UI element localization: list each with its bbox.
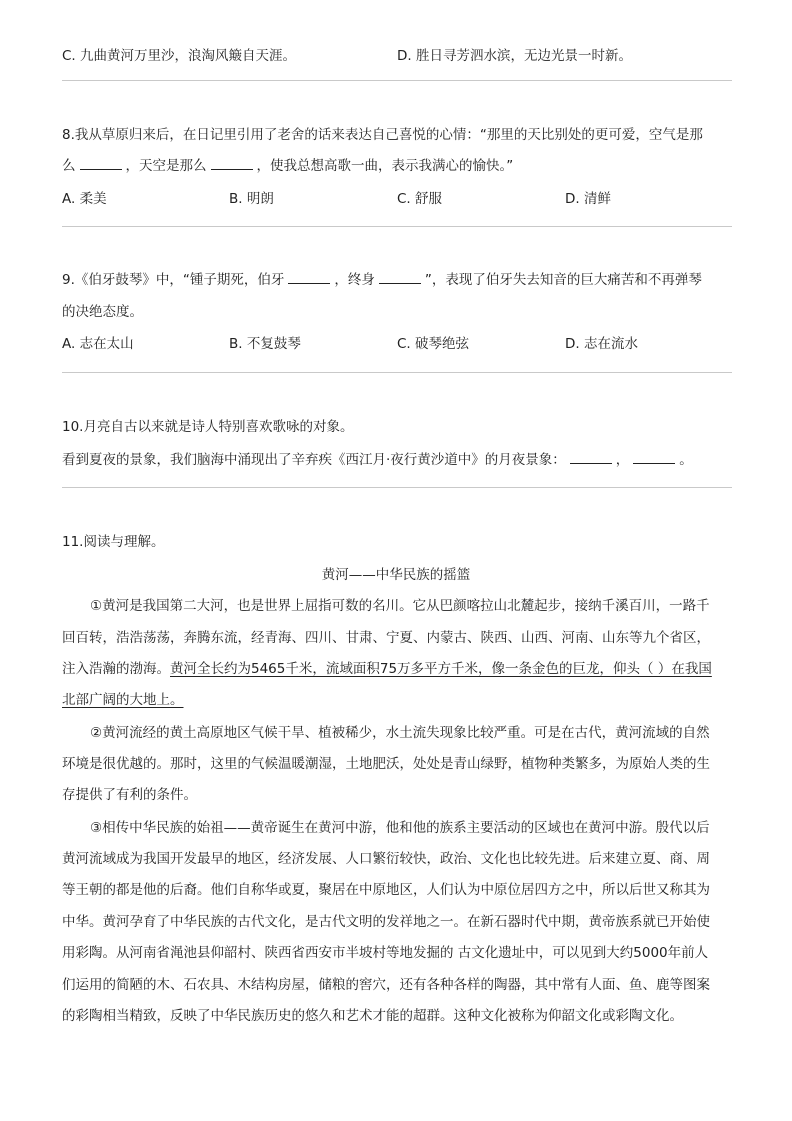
q10-text-b: ， xyxy=(615,452,630,468)
p3-line1: ③相传中华民族的始祖——黄帝诞生在黄河中游，他和他的族系主要活动的区域也在黄河中游。殷代以后 xyxy=(90,820,710,836)
q8-text-c: ，使我总想高歌一曲，表示我满心的愉快。” xyxy=(256,158,514,174)
q7-option-d: D. 胜日寻芳泗水滨，无边光景一时新。 xyxy=(397,48,632,64)
q8-option-c: C. 舒服 xyxy=(397,191,443,207)
q9-text-b: ，终身 xyxy=(334,272,375,288)
q9-stem-line2: 的决绝态度。 xyxy=(62,304,143,320)
q10-blank-2 xyxy=(633,451,675,464)
p2-line3: 存提供了有利的条件。 xyxy=(62,787,197,803)
p3-line2: 黄河流域成为我国开发最早的地区，经济发展、人口繁衍较快，政治、文化也比较先进。后来建立夏、商、周 xyxy=(62,851,710,867)
q10-stem-line2 xyxy=(62,448,693,468)
q9-option-d: D. 志在流水 xyxy=(565,336,638,352)
q10-text-c: 。 xyxy=(679,452,693,468)
passage-title: 黄河——中华民族的摇篮 xyxy=(321,567,471,583)
q10-blank-1 xyxy=(570,451,612,464)
q8-blank-2 xyxy=(211,157,253,170)
p1-line3 xyxy=(62,657,712,677)
p2-line1: ②黄河流经的黄土高原地区气候干旱、植被稀少，水土流失现象比较严重。可是在古代，黄河流域的自然 xyxy=(90,725,710,741)
q9-text-a: 9.《伯牙鼓琴》中，“锺子期死，伯牙 xyxy=(62,272,285,288)
separator xyxy=(62,372,732,373)
q9-option-c: C. 破琴绝弦 xyxy=(397,336,470,352)
q8-blank-1 xyxy=(80,157,122,170)
p3-line3: 等王朝的都是他的后裔。他们自称华或夏，聚居在中原地区，人们认为中原位居四方之中，所以后世又称其为 xyxy=(62,882,710,898)
p1-line4: 北部广阔的大地上。 xyxy=(62,692,184,708)
separator xyxy=(62,487,732,488)
q8-stem-line2 xyxy=(62,154,513,174)
p3-line4: 中华。黄河孕育了中华民族的古代文化，是古代文明的发祥地之一。在新石器时代中期，黄帝族系就已开始使 xyxy=(62,914,710,930)
p1-underlined-sentence: 黄河全长约为5465千米，流域面积75万多平方千米，像一条金色的巨龙，仰头（ ）在我国 xyxy=(170,661,712,677)
separator xyxy=(62,80,732,81)
q8-option-d: D. 清鲜 xyxy=(565,191,611,207)
q11-heading: 11.阅读与理解。 xyxy=(62,534,165,550)
q10-stem-line1: 10.月亮自古以来就是诗人特别喜欢歌咏的对象。 xyxy=(62,419,354,435)
p3-line5: 用彩陶。从河南省渑池县仰韶村、陕西省西安市半坡村等地发掘的 古文化遗址中，可以见到大约5000年前人 xyxy=(62,945,709,961)
q7-option-c: C. 九曲黄河万里沙，浪淘风簸自天涯。 xyxy=(62,48,297,64)
q8-option-a: A. 柔美 xyxy=(62,191,107,207)
q9-text-c: ”，表现了伯牙失去知音的巨大痛苦和不再弹琴 xyxy=(424,272,702,288)
q9-blank-2 xyxy=(379,271,421,284)
p3-line7: 的彩陶相当精致，反映了中华民族历史的悠久和艺术才能的超群。这种文化被称为仰韶文化或彩陶文化。 xyxy=(62,1008,683,1024)
q9-stem-line1 xyxy=(62,268,702,288)
q9-blank-1 xyxy=(288,271,330,284)
q8-option-b: B. 明朗 xyxy=(229,191,274,207)
q8-text-a: 么 xyxy=(62,158,76,174)
q9-option-b: B. 不复鼓琴 xyxy=(229,336,301,352)
p2-line2: 环境是很优越的。那时，这里的气候温暖潮湿，土地肥沃，处处是青山绿野，植物种类繁多，为原始人类的生 xyxy=(62,756,710,772)
p1-line2: 回百转，浩浩荡荡，奔腾东流，经青海、四川、甘肃、宁夏、内蒙古、陕西、山西、河南、山东等九个省区， xyxy=(62,630,710,646)
q9-option-a: A. 志在太山 xyxy=(62,336,134,352)
q8-stem-line1: 8.我从草原归来后，在日记里引用了老舍的话来表达自己喜悦的心情：“那里的天比别处的更可爱，空气是那 xyxy=(62,127,703,143)
p1-line3-text: 注入浩瀚的渤海。 xyxy=(62,661,170,677)
q10-text-a: 看到夏夜的景象，我们脑海中涌现出了辛弃疾《西江月·夜行黄沙道中》的月夜景象： xyxy=(62,452,566,468)
q8-text-b: ，天空是那么 xyxy=(125,158,207,174)
separator xyxy=(62,226,732,227)
p1-line1: ①黄河是我国第二大河，也是世界上屈指可数的名川。它从巴颜喀拉山北麓起步，接纳千溪百川，一路千 xyxy=(90,598,710,614)
p3-line6: 们运用的简陋的木、石农具、木结构房屋，储粮的窖穴，还有各种各样的陶器，其中常有人面、鱼、鹿等图案 xyxy=(62,977,710,993)
